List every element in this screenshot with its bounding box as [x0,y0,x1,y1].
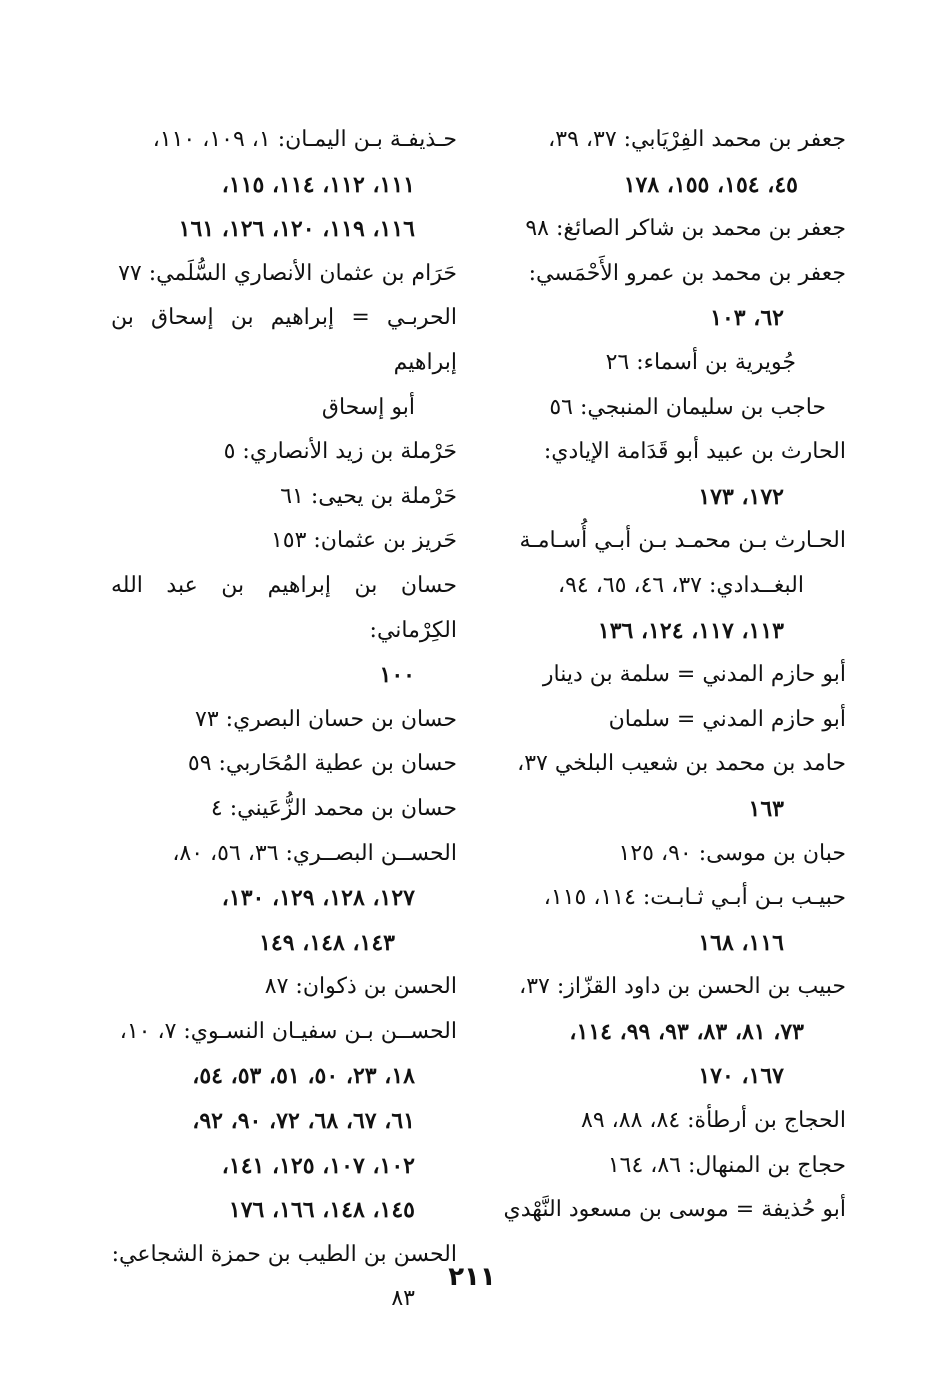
entry-continuation: ١٤٥، ١٤٨، ١٦٦، ١٧٦ [228,1197,415,1224]
entry-continuation: ١١١، ١١٢، ١١٤، ١١٥، [221,171,415,198]
index-entry [111,252,457,297]
index-entry [498,341,846,386]
entry-continuation: ٧٣، ٨١، ٨٣، ٩٣، ٩٩، ١١٤، [569,1018,804,1045]
entry-line: الحســن البصــري: ٣٦، ٥٦، ٨٠، [172,840,457,866]
index-entry [111,965,457,1010]
entry-continuation: ١٨، ٢٣، ٥٠، ٥١، ٥٣، ٥٤، [192,1063,415,1090]
index-entry [498,742,846,831]
entry-line: حبيـب بـن أبـي ثـابـت: ١١٤، ١١٥، [543,885,846,911]
index-entry [498,252,846,341]
entry-continuation: ٨٣ [391,1286,415,1312]
entry-line: حجاج بن المنهال: ٨٦، ١٦٤ [607,1152,846,1178]
entry-continuation: ١٢٧، ١٢٨، ١٢٩، ١٣٠، [221,885,415,912]
entry-line: حَرْملة بن يحيى: ٦١ [280,483,457,509]
index-entry [498,386,846,431]
index-entry [498,118,846,207]
entry-line: الحارث بن عبيد أبو قَدَامة الإيادي: [543,439,846,465]
entry-continuation: ١١٦، ١٦٨ [698,929,784,956]
entry-line: حسان بن حسان البصري: ٧٣ [195,706,457,732]
index-entry [111,832,457,966]
index-entry [498,207,846,252]
entry-line: الحجاج بن أرطأة: ٨٤، ٨٨، ٨٩ [581,1108,846,1134]
entry-continuation: ١٠٠ [379,662,415,689]
index-column-right [498,118,846,1233]
index-entry [498,1188,846,1233]
entry-line: الحـارث بـن محمـد بـن أبـي أُسـامـة [519,528,846,554]
entry-line: الحسن بن الطيب بن حمزة الشجاعي: [111,1241,457,1267]
entry-continuation: ٦٢، ١٠٣ [710,305,784,332]
entry-line: أبو حازم المدني = سلمان [608,706,846,732]
index-entry [498,876,846,965]
entry-line: جعفر بن محمد الفِرْيَابي: ٣٧، ٣٩، [548,127,846,152]
entry-line: جُويرية بن أسماء: ٢٦ [605,349,796,375]
index-entry [498,519,846,653]
entry-line: حَريز بن عثمان: ١٥٣ [270,528,457,554]
index-entry [498,653,846,698]
index-entry [498,832,846,877]
entry-line: أبو حازم المدني = سلمة بن دينار [542,662,846,688]
index-entry [111,742,457,787]
entry-line: الحربـي = إبراهيم بن إسحاق بن إبراهيم [111,305,457,375]
entry-line: حَرْملة بن زيد الأنصاري: ٥ [223,439,457,465]
entry-continuation: ١١٣، ١١٧، ١٢٤، ١٣٦ [597,617,784,644]
index-column-left [111,118,457,1322]
entry-line: حبيب بن الحسن بن داود القزّاز: ٣٧، [519,974,846,1000]
entry-line: حسان بن عطية المُحَاربي: ٥٩ [187,751,457,777]
entry-line: حبان بن موسى: ٩٠، ١٢٥ [618,840,846,866]
page-number: ٢١١ [448,1262,496,1292]
entry-line: حـذيفـة بـن اليمـان: ١، ١٠٩، ١١٠، [152,127,457,152]
index-entry [111,698,457,743]
entry-line: حسان بن محمد الزُّعَيني: ٤ [210,795,457,821]
index-entry [111,430,457,475]
index-entry [111,564,457,698]
entry-continuation: أبو إسحاق [321,394,415,420]
entry-line: حسان بن إبراهيم بن عبد الله الكِرْماني: [111,572,457,643]
entry-continuation: ٦١، ٦٧، ٦٨، ٧٢، ٩٠، ٩٢، [192,1108,415,1135]
entry-line: الحســن بـن سفيـان النسـوي: ٧، ١٠، [119,1018,457,1044]
index-entry [498,1144,846,1189]
entry-continuation: ١٦٣ [748,795,784,822]
index-entry [498,965,846,1099]
index-entry [498,430,846,519]
index-entry [111,1010,457,1233]
index-entry [498,698,846,743]
entry-continuation: ١٦٧، ١٧٠ [698,1063,784,1090]
entry-line: أبو حُذيفة = موسى بن مسعود النَّهْدي [503,1197,846,1223]
index-entry [111,519,457,564]
entry-continuation: ١١٦، ١١٩، ١٢٠، ١٢٦، ١٦١ [178,216,415,243]
index-entry [498,1099,846,1144]
entry-line: حاجب بن سليمان المنبجي: ٥٦ [549,394,826,420]
entry-continuation: ٤٥، ١٥٤، ١٥٥، ١٧٨ [623,171,798,198]
index-entry [111,118,457,252]
entry-line: حَرَام بن عثمان الأنصاري السُّلَمي: ٧٧ [118,260,457,286]
entry-line: جعفر بن محمد بن عمرو الأَحْمَسي: [528,260,846,286]
entry-line: حامد بن محمد بن شعيب البلخي ٣٧، [517,751,846,777]
index-entry [111,296,457,430]
entry-continuation: البغــدادي: ٣٧، ٤٦، ٦٥، ٩٤، [558,572,804,598]
entry-continuation: ١٧٢، ١٧٣ [698,483,784,510]
entry-line: جعفر بن محمد بن شاكر الصائغ: ٩٨ [525,216,846,242]
entry-continuation: ١٠٢، ١٠٧، ١٢٥، ١٤١، [221,1152,415,1179]
entry-continuation: ١٤٣، ١٤٨، ١٤٩ [259,929,395,956]
entry-line: الحسن بن ذكوان: ٨٧ [264,974,457,1000]
index-entry [111,787,457,832]
index-entry [111,475,457,520]
